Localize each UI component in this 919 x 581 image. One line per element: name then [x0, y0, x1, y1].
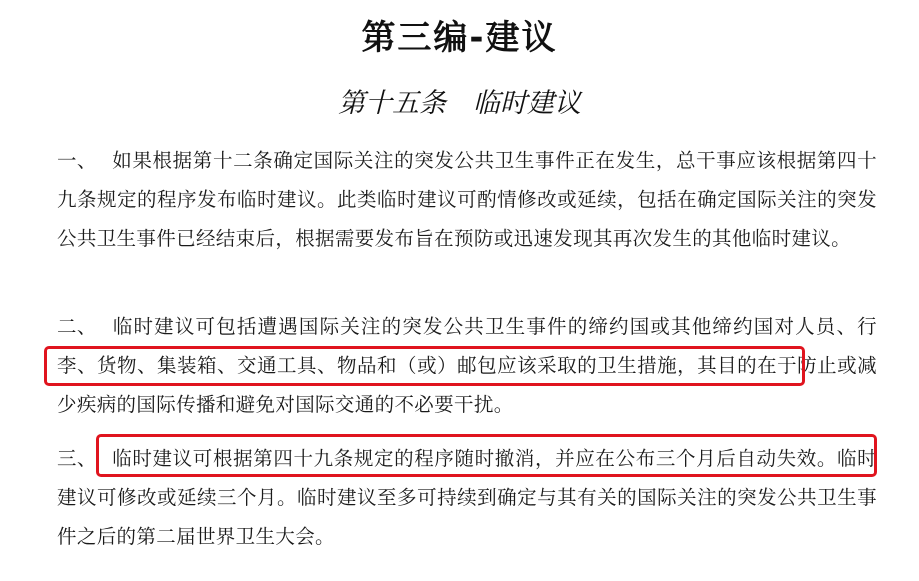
paragraph-text: 临时建议可根据第四十九条规定的程序随时撤消，并应在公布三个月后自动失效。临时建议可修改或延续三个月。临时建议至多可持续到确定与其有关的国际关注的突发公共卫生事件之后的第二届世界卫生大会。	[57, 447, 877, 548]
paragraph-1	[57, 141, 877, 258]
paragraph-number: 二、	[57, 315, 97, 338]
paragraph-number: 三、	[57, 447, 97, 470]
part-title: 第三编-建议	[361, 18, 558, 58]
article-title: 第十五条 临时建议	[338, 88, 581, 119]
paragraph-number: 一、	[57, 149, 97, 172]
paragraph-2	[57, 307, 877, 424]
paragraph-text: 如果根据第十二条确定国际关注的突发公共卫生事件正在发生，总干事应该根据第四十九条规定的程序发布临时建议。此类临时建议可酌情修改或延续，包括在确定国际关注的突发公共卫生事件已经结束后，根据需要发布旨在预防或迅速发现其再次发生的其他临时建议。	[57, 149, 877, 250]
paragraph-3	[57, 439, 877, 556]
paragraph-text: 临时建议可包括遭遇国际关注的突发公共卫生事件的缔约国或其他缔约国对人员、行李、货物、集装箱、交通工具、物品和（或）邮包应该采取的卫生措施，其目的在于防止或减少疾病的国际传播和避免对国际交通的不必要干扰。	[57, 315, 877, 416]
